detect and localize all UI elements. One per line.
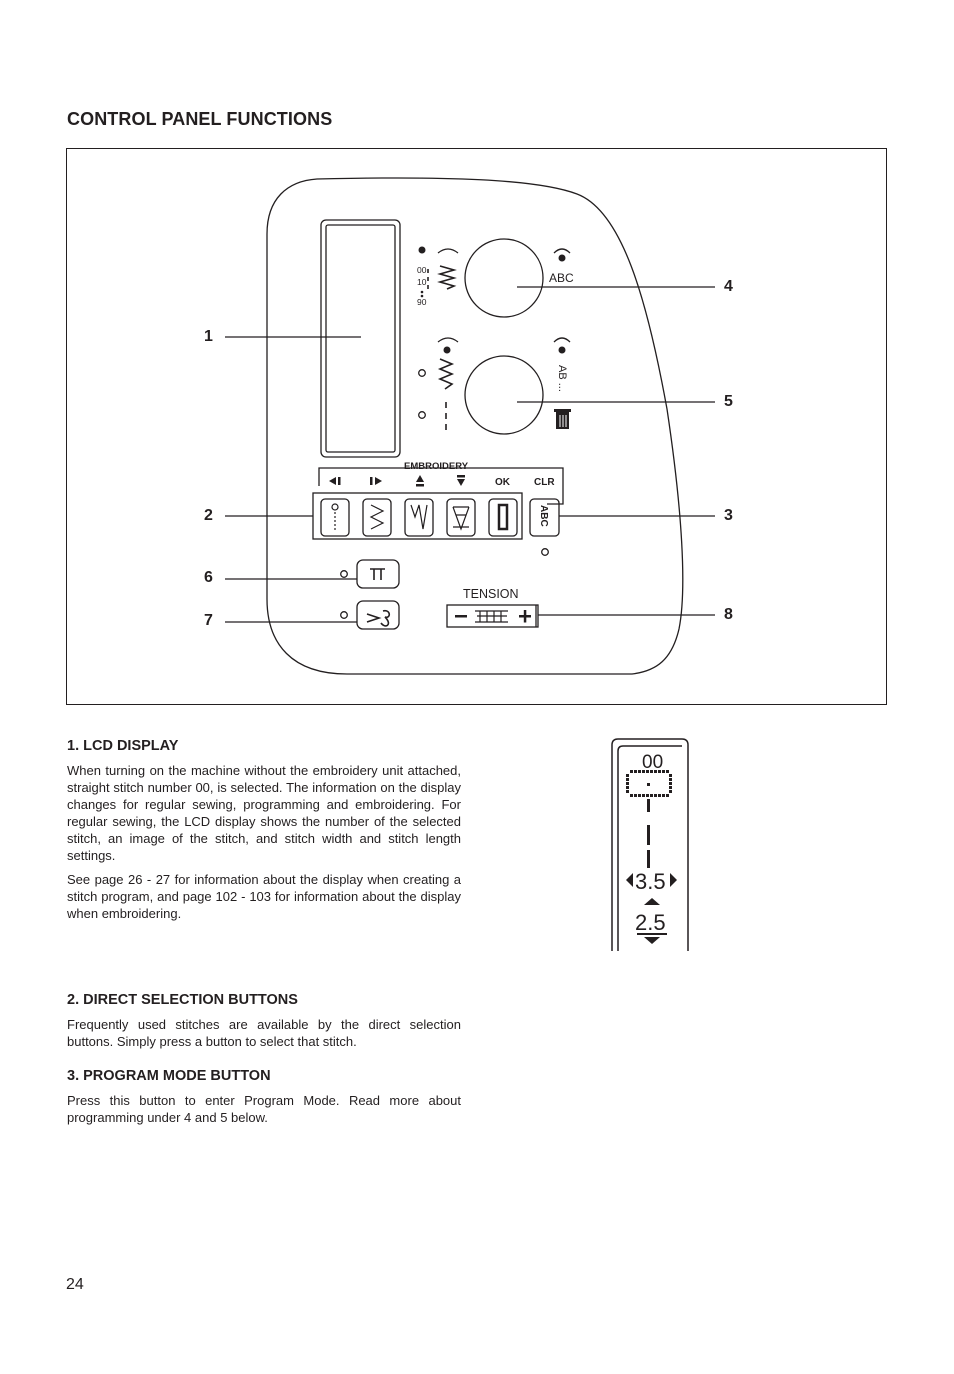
lcd-stitch-number: 00 [642, 752, 664, 773]
callout-6: 6 [204, 569, 213, 586]
stitch-width-dial [465, 239, 543, 317]
lcd-display-paragraph-1: When turning on the machine without the embroidery unit attached, straight stitch number 00, is selected. The information on the display changes for regular sewing, programming and embroidering. For regular sewing, the LCD display shows the number of the selected stitch, an image of the stitch, and stitch width and stitch length settings. [67, 763, 461, 863]
lcd-stitch-length: 2.5 [635, 910, 666, 935]
abc-dial-label: ABC [549, 271, 574, 285]
zigzag-width-icon [440, 266, 454, 289]
stitch-number-10: 10 [417, 277, 427, 287]
callout-1: 1 [204, 328, 213, 345]
zigzag-length-icon [440, 359, 452, 389]
lcd-display-figure [602, 737, 692, 958]
tension-label: TENSION [463, 587, 519, 601]
ok-button-label[interactable]: OK [495, 477, 510, 488]
control-panel-figure [66, 148, 887, 705]
callout-8: 8 [724, 606, 733, 623]
tension-coil-icon [475, 611, 508, 622]
program-mode-paragraph: Press this button to enter Program Mode. Read more about programming under 4 and 5 below. [67, 1093, 461, 1125]
tension-minus-icon [455, 615, 467, 618]
page-title: CONTROL PANEL FUNCTIONS [67, 109, 333, 129]
section-heading-lcd-display: 1. LCD DISPLAY [67, 738, 179, 754]
stitch-length-dial [465, 356, 543, 434]
direct-selection-paragraph: Frequently used stitches are available by the direct selection buttons. Simply press a button to select that stitch. [67, 1017, 461, 1049]
embroidery-label: EMBROIDERY [404, 461, 469, 472]
direct-button-zigzag [363, 499, 391, 536]
needle-stop-icon [370, 569, 385, 580]
lcd-stitch-width: 3.5 [635, 869, 666, 894]
thread-cutter-button [357, 601, 399, 629]
embroidery-bracket [319, 468, 563, 504]
ab-dial-label: AB ... [556, 365, 568, 392]
stitch-number-00: 00 [417, 265, 427, 275]
lcd-display-paragraph-2: See page 26 - 27 for information about the display when creating a stitch program, and page 102 - 103 for information about the display when embroidering. [67, 872, 461, 921]
direct-button-blind [405, 499, 433, 536]
lcd-display-drawing [602, 737, 692, 953]
control-panel-drawing [67, 149, 888, 706]
page-number: 24 [66, 1276, 84, 1293]
section-heading-program-mode: 3. PROGRAM MODE BUTTON [67, 1068, 271, 1084]
callout-3: 3 [724, 507, 733, 524]
callout-7: 7 [204, 612, 213, 629]
stitch-number-90: 90 [417, 297, 427, 307]
lcd-window [321, 220, 400, 457]
section-heading-direct-selection: 2. DIRECT SELECTION BUTTONS [67, 992, 298, 1008]
callout-4: 4 [724, 278, 733, 295]
callout-2: 2 [204, 507, 213, 524]
embroidery-arrow-icons [329, 475, 465, 487]
needle-stop-button [357, 560, 399, 588]
scissors-icon [367, 611, 389, 626]
clr-button-label[interactable]: CLR [534, 477, 555, 488]
program-mode-abc-label[interactable]: ABC [538, 505, 549, 527]
callout-5: 5 [724, 393, 733, 410]
